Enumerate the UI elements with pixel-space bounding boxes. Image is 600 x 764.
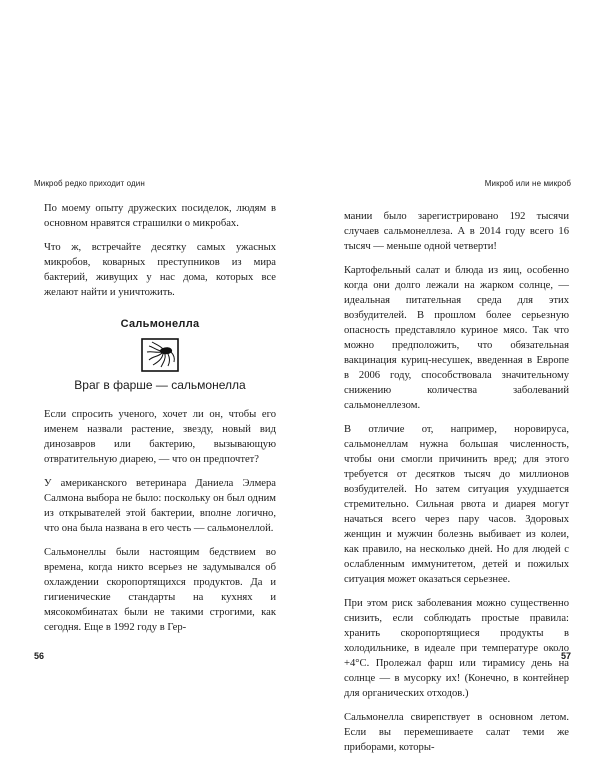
paragraph: Сальмонеллы были настоящим бедствием во времена, когда никто всерьез не задумывался об охлаждении скоропортящихся продуктов. Да и гигиенические стандарты на кухнях и мясокомбинатах были не такими строгими, как сегодня. Еще в 1992 году в Гер- [44,547,276,633]
left-page [0,0,300,750]
paragraph: Сальмонелла свирепствует в основном летом. Если вы перемешиваете салат теми же приборами, которы- [344,712,569,753]
page-number-left: 56 [34,651,45,661]
salmonella-icon [141,338,179,372]
left-text-column [44,201,276,644]
paragraph: При этом риск заболевания можно существенно снизить, если соблюдать простые правила: хранить скоропортящиеся продукты в холодильнике, в идеале при температуре около +4°С. Пролежал фарш или тирамису день на солнце — в мусорку их! (Конечно, в контейнер для органических отходов.) [344,598,569,699]
running-head-right: Микроб или не микроб [484,179,571,188]
paragraph: У американского ветеринара Даниела Элмера Салмона выбора не было: поскольку он был одним из открывателей этой бактерии, вполне логично, что она была названа в его честь — сальмонеллой. [44,478,276,534]
paragraph: В отличие от, например, норовируса, сальмонеллам нужна большая численность, чтобы они смогли причинить вред; для этого требуется от десятков тысяч до миллионов возбудителей. Но затем ситуация ухудшается стремительно. Сильная рвота и диарея могут начаться всего через пару часов. Здоровых женщин и мужчин болезнь выбивает из колеи, как правило, на несколько дней. Но для людей с ослабленным иммунитетом, детей и пожилых ситуация может оказаться серьезнее. [344,424,569,585]
right-text-column [344,209,569,764]
section-title: Сальмонелла [120,318,200,330]
section-subtitle: Враг в фарше — сальмонелла [74,378,246,392]
paragraph: мании было зарегистрировано 192 тысячи случаев сальмонеллеза. А в 2014 году всего 16 тысяч — меньше одной четверти! [344,211,569,252]
paragraph: Что ж, встречайте десятку самых ужасных микробов, коварных преступников из мира бактерий, живущих у нас дома, которых все желают найти и уничтожить. [44,242,276,298]
paragraph: Если спросить ученого, хочет ли он, чтобы его именем назвали растение, звезду, новый вид динозавров или бактерию, вызывающую отвратительную диарею, — что он предпочтет? [44,409,276,465]
salmonella-icon-wrapper [44,338,276,372]
right-page [300,0,600,753]
running-head-left: Микроб редко приходит один [34,179,145,188]
paragraph: По моему опыту дружеских посиделок, людям в основном нравятся страшилки о микробах. [44,203,276,229]
page-number-right: 57 [560,651,571,661]
paragraph: Картофельный салат и блюда из яиц, особенно когда они долго лежали на жарком солнце, — идеальная питательная среда для этих возбудителей. В прошлом более серьезную опасность представляло куриное мясо. Так что можно предположить, что обязательная вакцинация куриц-несушек, введенная в Европе в 2006 году, способствовала значительному снижению количества заболеваний сальмонеллезом. [344,265,569,411]
